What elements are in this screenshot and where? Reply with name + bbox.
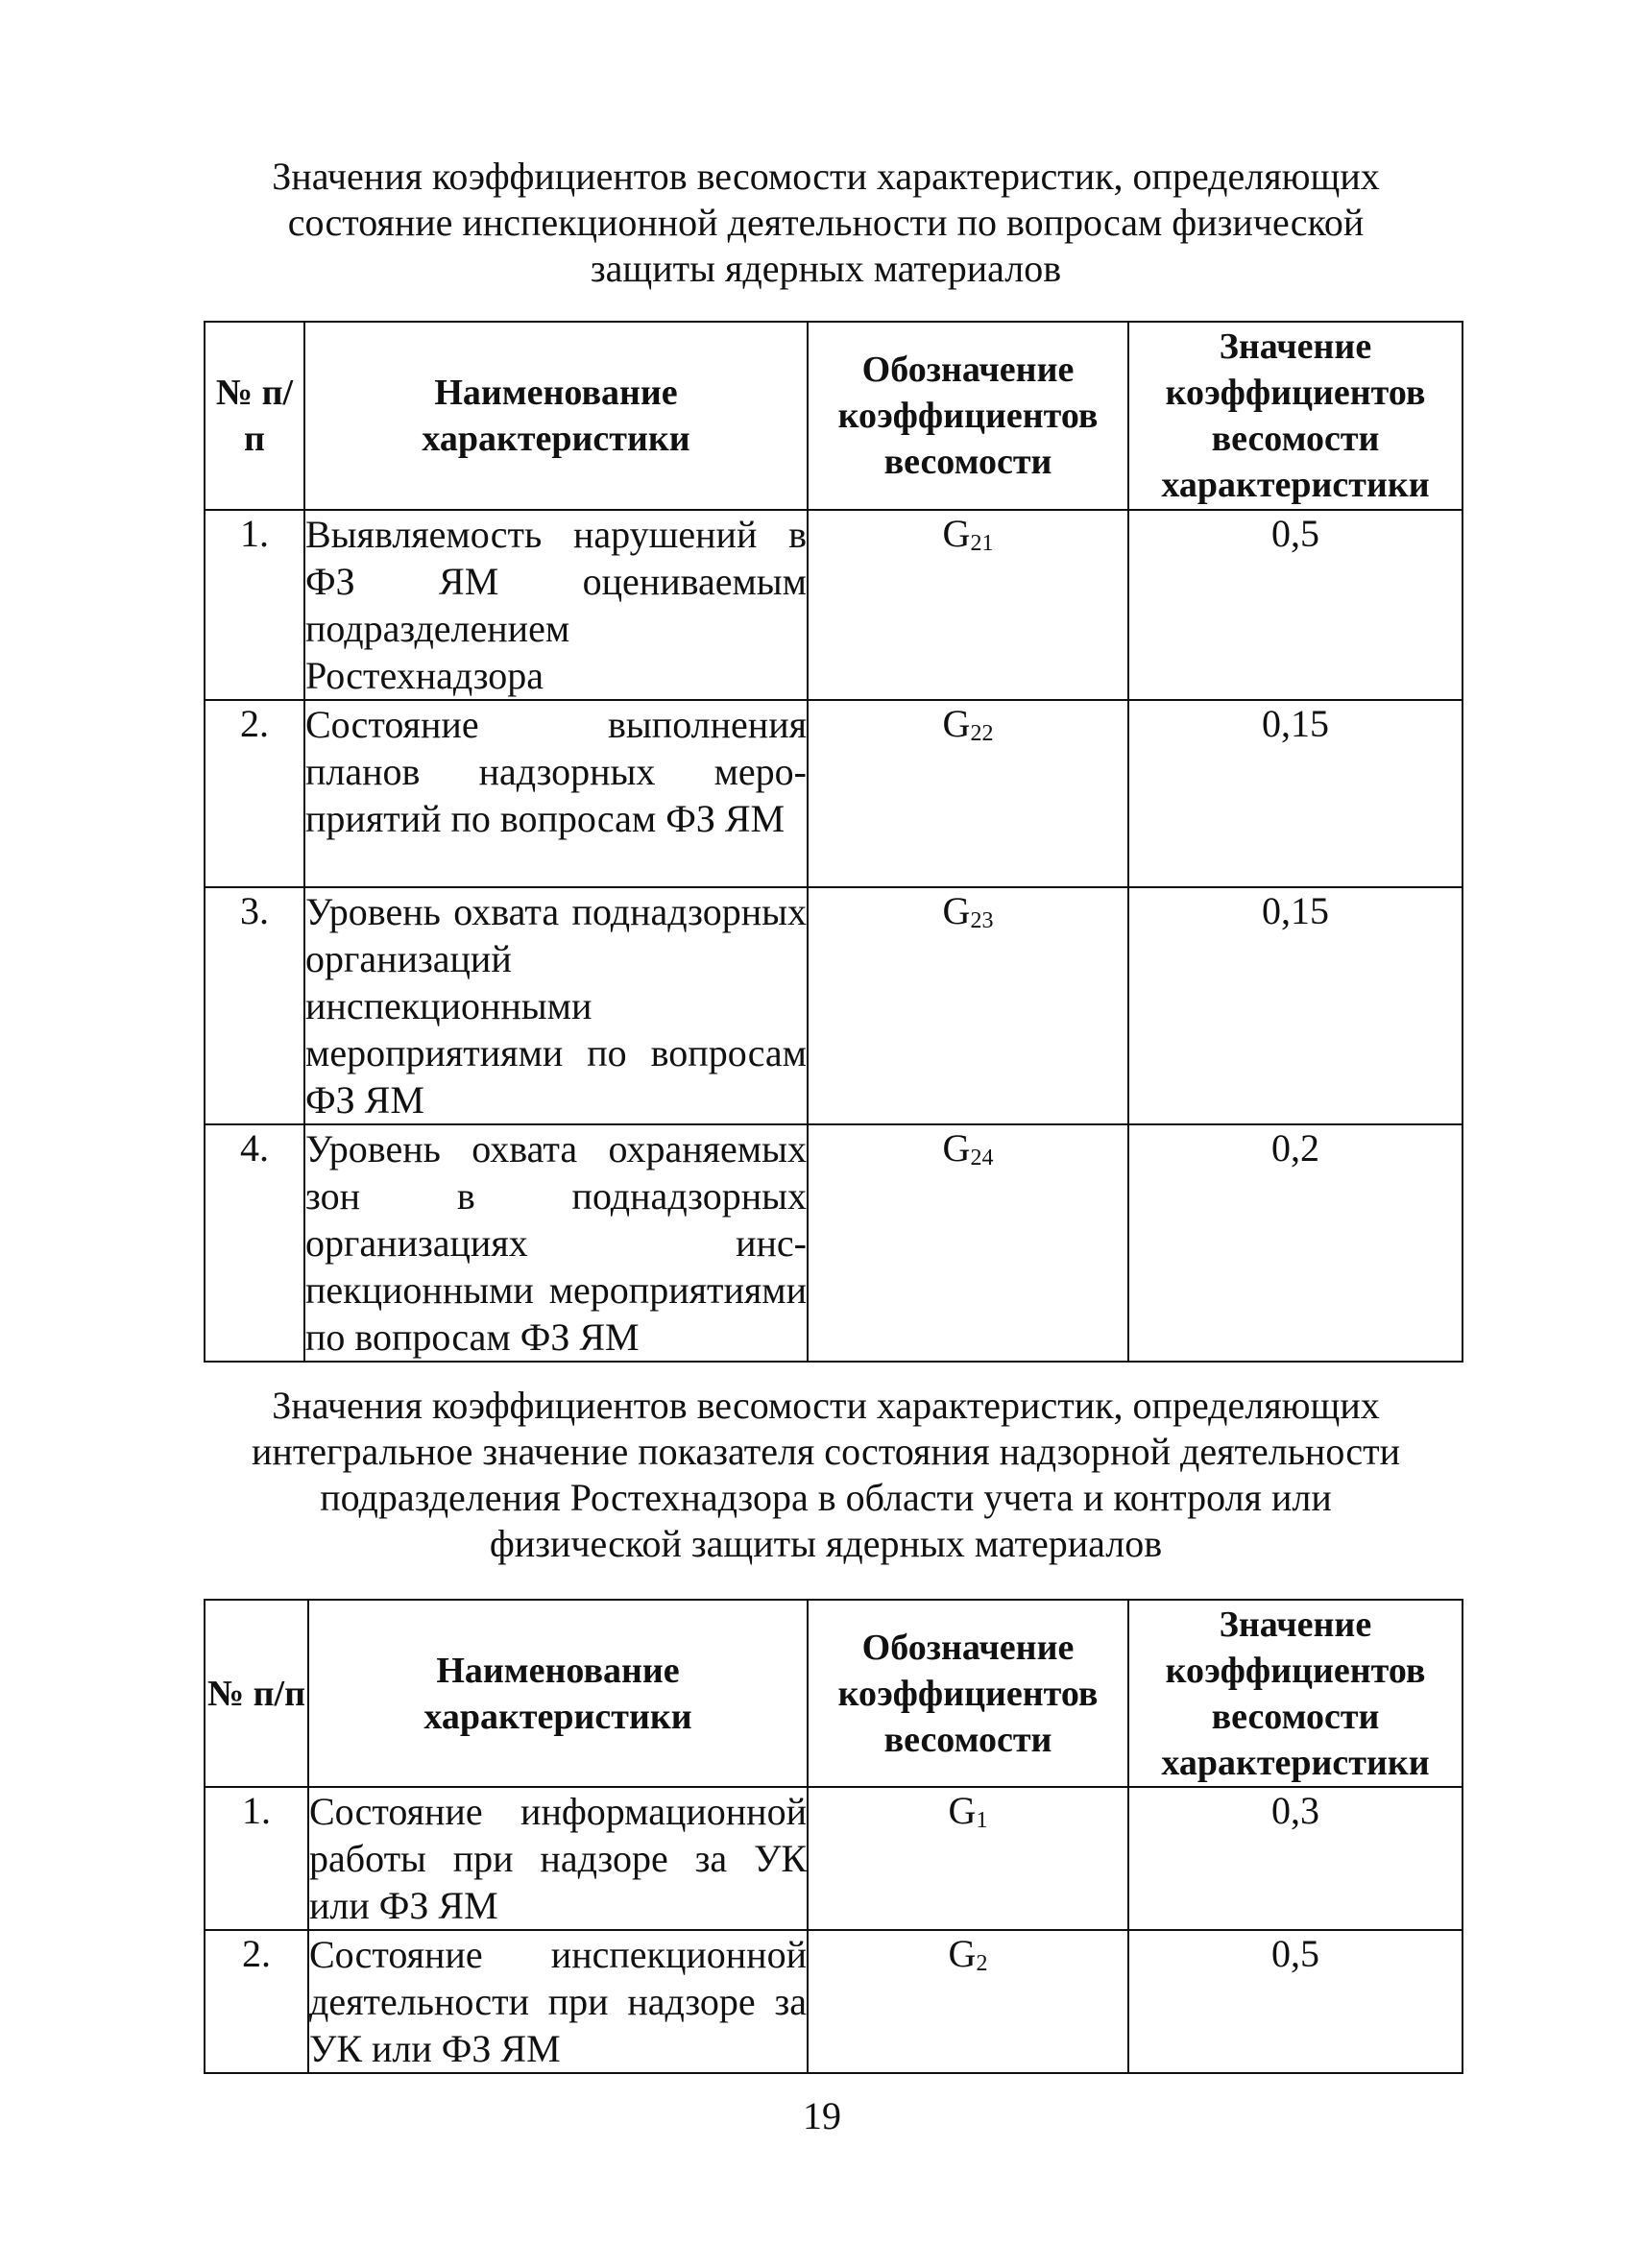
header-name: Наименование характеристики — [308, 1600, 808, 1787]
header-symbol: Обозначение коэффициентов весомости — [808, 1600, 1128, 1787]
row-value: 0,5 — [1128, 510, 1463, 700]
table-row — [205, 1124, 1463, 1362]
row-symbol: $G_2$ — [808, 1930, 1128, 2073]
row-name: Состояние выполнения планов надзорных мероприятий по вопросам ФЗ ЯМ — [304, 700, 808, 887]
header-name: Наименование характеристики — [304, 322, 808, 510]
row-value: 0,15 — [1128, 700, 1463, 887]
row-value: 0,15 — [1128, 887, 1463, 1124]
row-name: Состояние информационной работы при надзоре за УК или ФЗ ЯМ — [308, 1787, 808, 1930]
table1 — [204, 321, 1463, 1363]
header-value: Значение коэффициентов весомости характеристики — [1128, 1600, 1463, 1787]
table1-caption-line: состояние инспекционной деятельности по вопросам физической — [287, 201, 1365, 244]
table1-header-row — [205, 322, 1463, 510]
table1-caption — [192, 154, 1460, 292]
table2-caption — [192, 1383, 1460, 1567]
header-value: Значение коэффициентов весомости характеристики — [1128, 322, 1463, 510]
table2-header-row — [205, 1600, 1463, 1787]
row-num: 3. — [205, 887, 304, 1124]
table-row — [205, 510, 1463, 700]
table-row — [205, 700, 1463, 887]
page-number: 19 — [803, 2094, 841, 2137]
row-name: Уровень охвата поднадзорных организаций инспекционными мероприятиями по вопросам ФЗ ЯМ — [304, 887, 808, 1124]
row-num: 1. — [205, 1787, 308, 1930]
table2 — [204, 1599, 1463, 2074]
row-num: 1. — [205, 510, 304, 700]
row-name: Состояние инспекционной деятельности при надзоре за УК или ФЗ ЯМ — [308, 1930, 808, 2073]
table-row — [205, 1787, 1463, 1930]
row-symbol: $G_{22}$ — [808, 700, 1128, 887]
row-value: 0,5 — [1128, 1930, 1463, 2073]
row-name: Выявляемость нарушений в ФЗ ЯМ оцениваемым подразделением Ростехнадзора — [304, 510, 808, 700]
header-num: № п/п — [205, 1600, 308, 1787]
row-value: 0,2 — [1128, 1124, 1463, 1362]
table2-caption-line: интегральное значение показателя состояния надзорной деятельности — [252, 1430, 1400, 1473]
table2-caption-line: физической защиты ядерных материалов — [489, 1522, 1163, 1565]
table2-caption-line: Значения коэффициентов весомости характеристик, определяющих — [272, 1384, 1380, 1427]
table-row — [205, 887, 1463, 1124]
row-name: Уровень охвата охраняемых зон в поднадзорных организациях инспекционными мероприятиями по вопросам ФЗ ЯМ — [304, 1124, 808, 1362]
table1-caption-line: Значения коэффициентов весомости характеристик, определяющих — [272, 155, 1380, 198]
row-num: 4. — [205, 1124, 304, 1362]
table1-caption-line: защиты ядерных материалов — [590, 247, 1062, 290]
row-symbol: $G_{24}$ — [808, 1124, 1128, 1362]
row-num: 2. — [205, 700, 304, 887]
row-symbol: $G_1$ — [808, 1787, 1128, 1930]
table-row — [205, 1930, 1463, 2073]
row-symbol: $G_{23}$ — [808, 887, 1128, 1124]
table2-caption-line: подразделения Ростехнадзора в области учета и контроля или — [320, 1476, 1332, 1519]
row-value: 0,3 — [1128, 1787, 1463, 1930]
header-num: № п/п — [205, 322, 304, 510]
row-num: 2. — [205, 1930, 308, 2073]
row-symbol: $G_{21}$ — [808, 510, 1128, 700]
header-symbol: Обозначение коэффициентов весомости — [808, 322, 1128, 510]
